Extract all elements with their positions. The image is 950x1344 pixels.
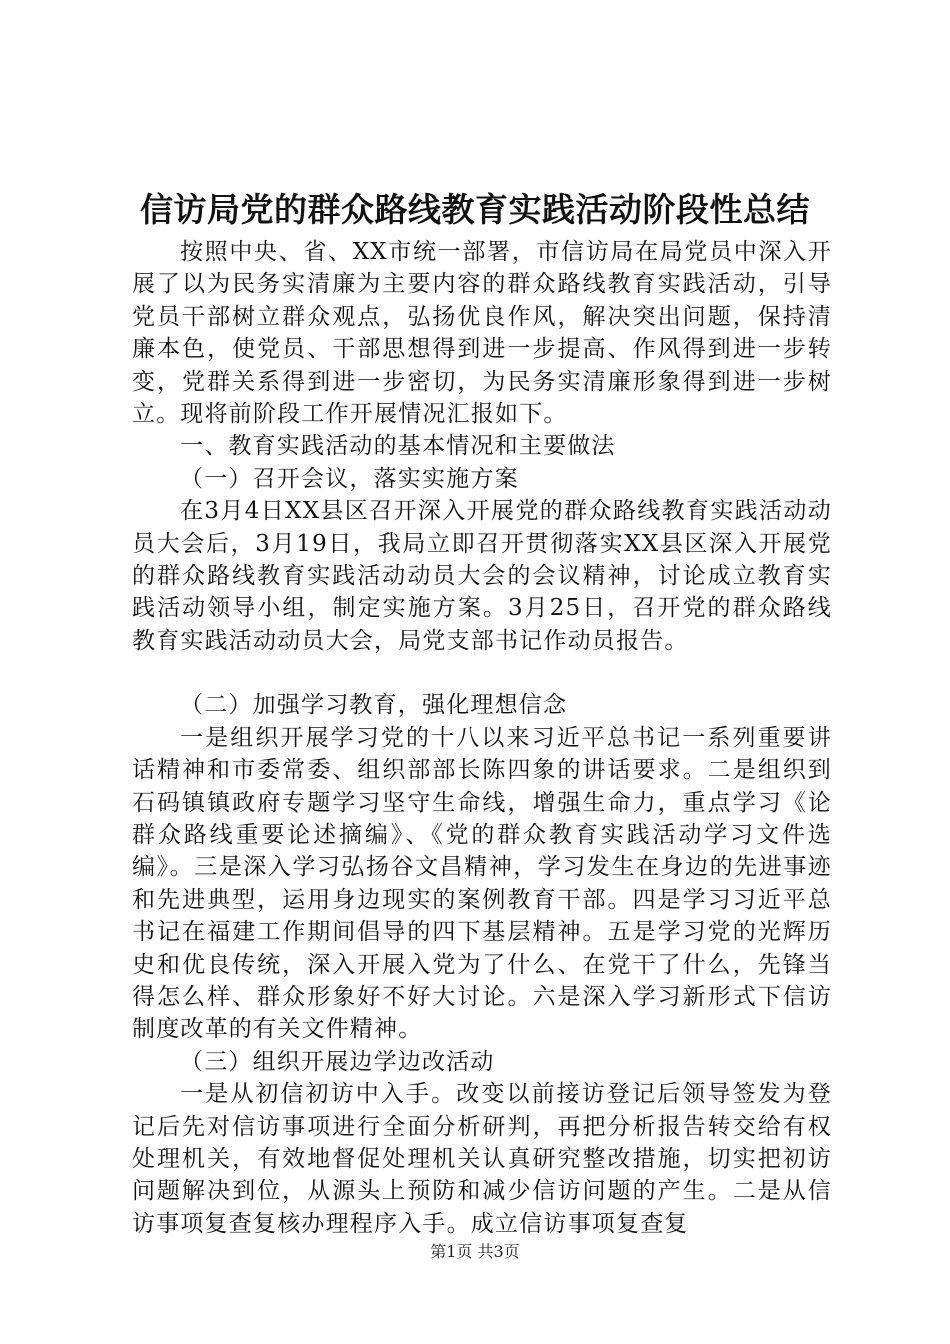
subsection-paragraph-1: 在3月4日XX县区召开深入开展党的群众路线教育实践活动动员大会后，3月19日，我局立即召开贯彻落实XX县区深入开展党的群众路线教育实践活动动员大会的会议精神，讨论成立教育实践活动领导小组，制定实施方案。3月25日，召开党的群众路线教育实践活动动员大会，局党支部书记作动员报告。 bbox=[132, 498, 832, 654]
subsection-heading-2: （二）加强学习教育，强化理想信念 bbox=[180, 692, 568, 719]
page-number-footer: 第1页 共3页 bbox=[430, 1242, 520, 1261]
subsection-paragraph-2: 一是组织开展学习党的十八以来习近平总书记一系列重要讲话精神和市委常委、组织部部长陈四象的讲话要求。二是组织到石码镇镇政府专题学习坚守生命线，增强生命力，重点学习《论群众路线重要论述摘编》、《党的群众教育实践活动学习文件选编》。三是深入学习弘扬谷文昌精神，学习发生在身边的先进事迹和先进典型，运用身边现实的案例教育干部。四是学习习近平总书记在福建工作期间倡导的四下基层精神。五是学习党的光辉历史和优良传统，深入开展入党为了什么、在党干了什么，先锋当得怎么样、群众形象好不好大讨论。六是深入学习新形式下信访制度改革的有关文件精神。 bbox=[132, 724, 832, 1043]
subsection-paragraph-3: 一是从初信初访中入手。改变以前接访登记后领导签发为登记后先对信访事项进行全面分析研判，再把分析报告转交给有权处理机关，有效地督促处理机关认真研究整改措施，切实把初访问题解决到位，从源头上预防和减少信访问题的产生。二是从信访事项复查复核办理程序入手。成立信访事项复查复 bbox=[132, 1081, 832, 1237]
subsection-heading-1: （一）召开会议，落实实施方案 bbox=[180, 465, 519, 492]
section-heading-1: 一、教育实践活动的基本情况和主要做法 bbox=[180, 433, 616, 460]
document-title: 信访局党的群众路线教育实践活动阶段性总结 bbox=[140, 190, 810, 229]
paragraph-gap bbox=[132, 657, 832, 689]
subsection-heading-3: （三）组织开展边学边改活动 bbox=[180, 1048, 495, 1075]
intro-paragraph: 按照中央、省、XX市统一部署，市信访局在局党员中深入开展了以为民务实清廉为主要内容的群众路线教育实践活动，引导党员干部树立群众观点，弘扬优良作风，解决突出问题，保持清廉本色，使党员、干部思想得到进一步提高、作风得到进一步转变，党群关系得到进一步密切，为民务实清廉形象得到进一步树立。现将前阶段工作开展情况汇报如下。 bbox=[132, 239, 832, 428]
document-body bbox=[132, 236, 832, 1240]
